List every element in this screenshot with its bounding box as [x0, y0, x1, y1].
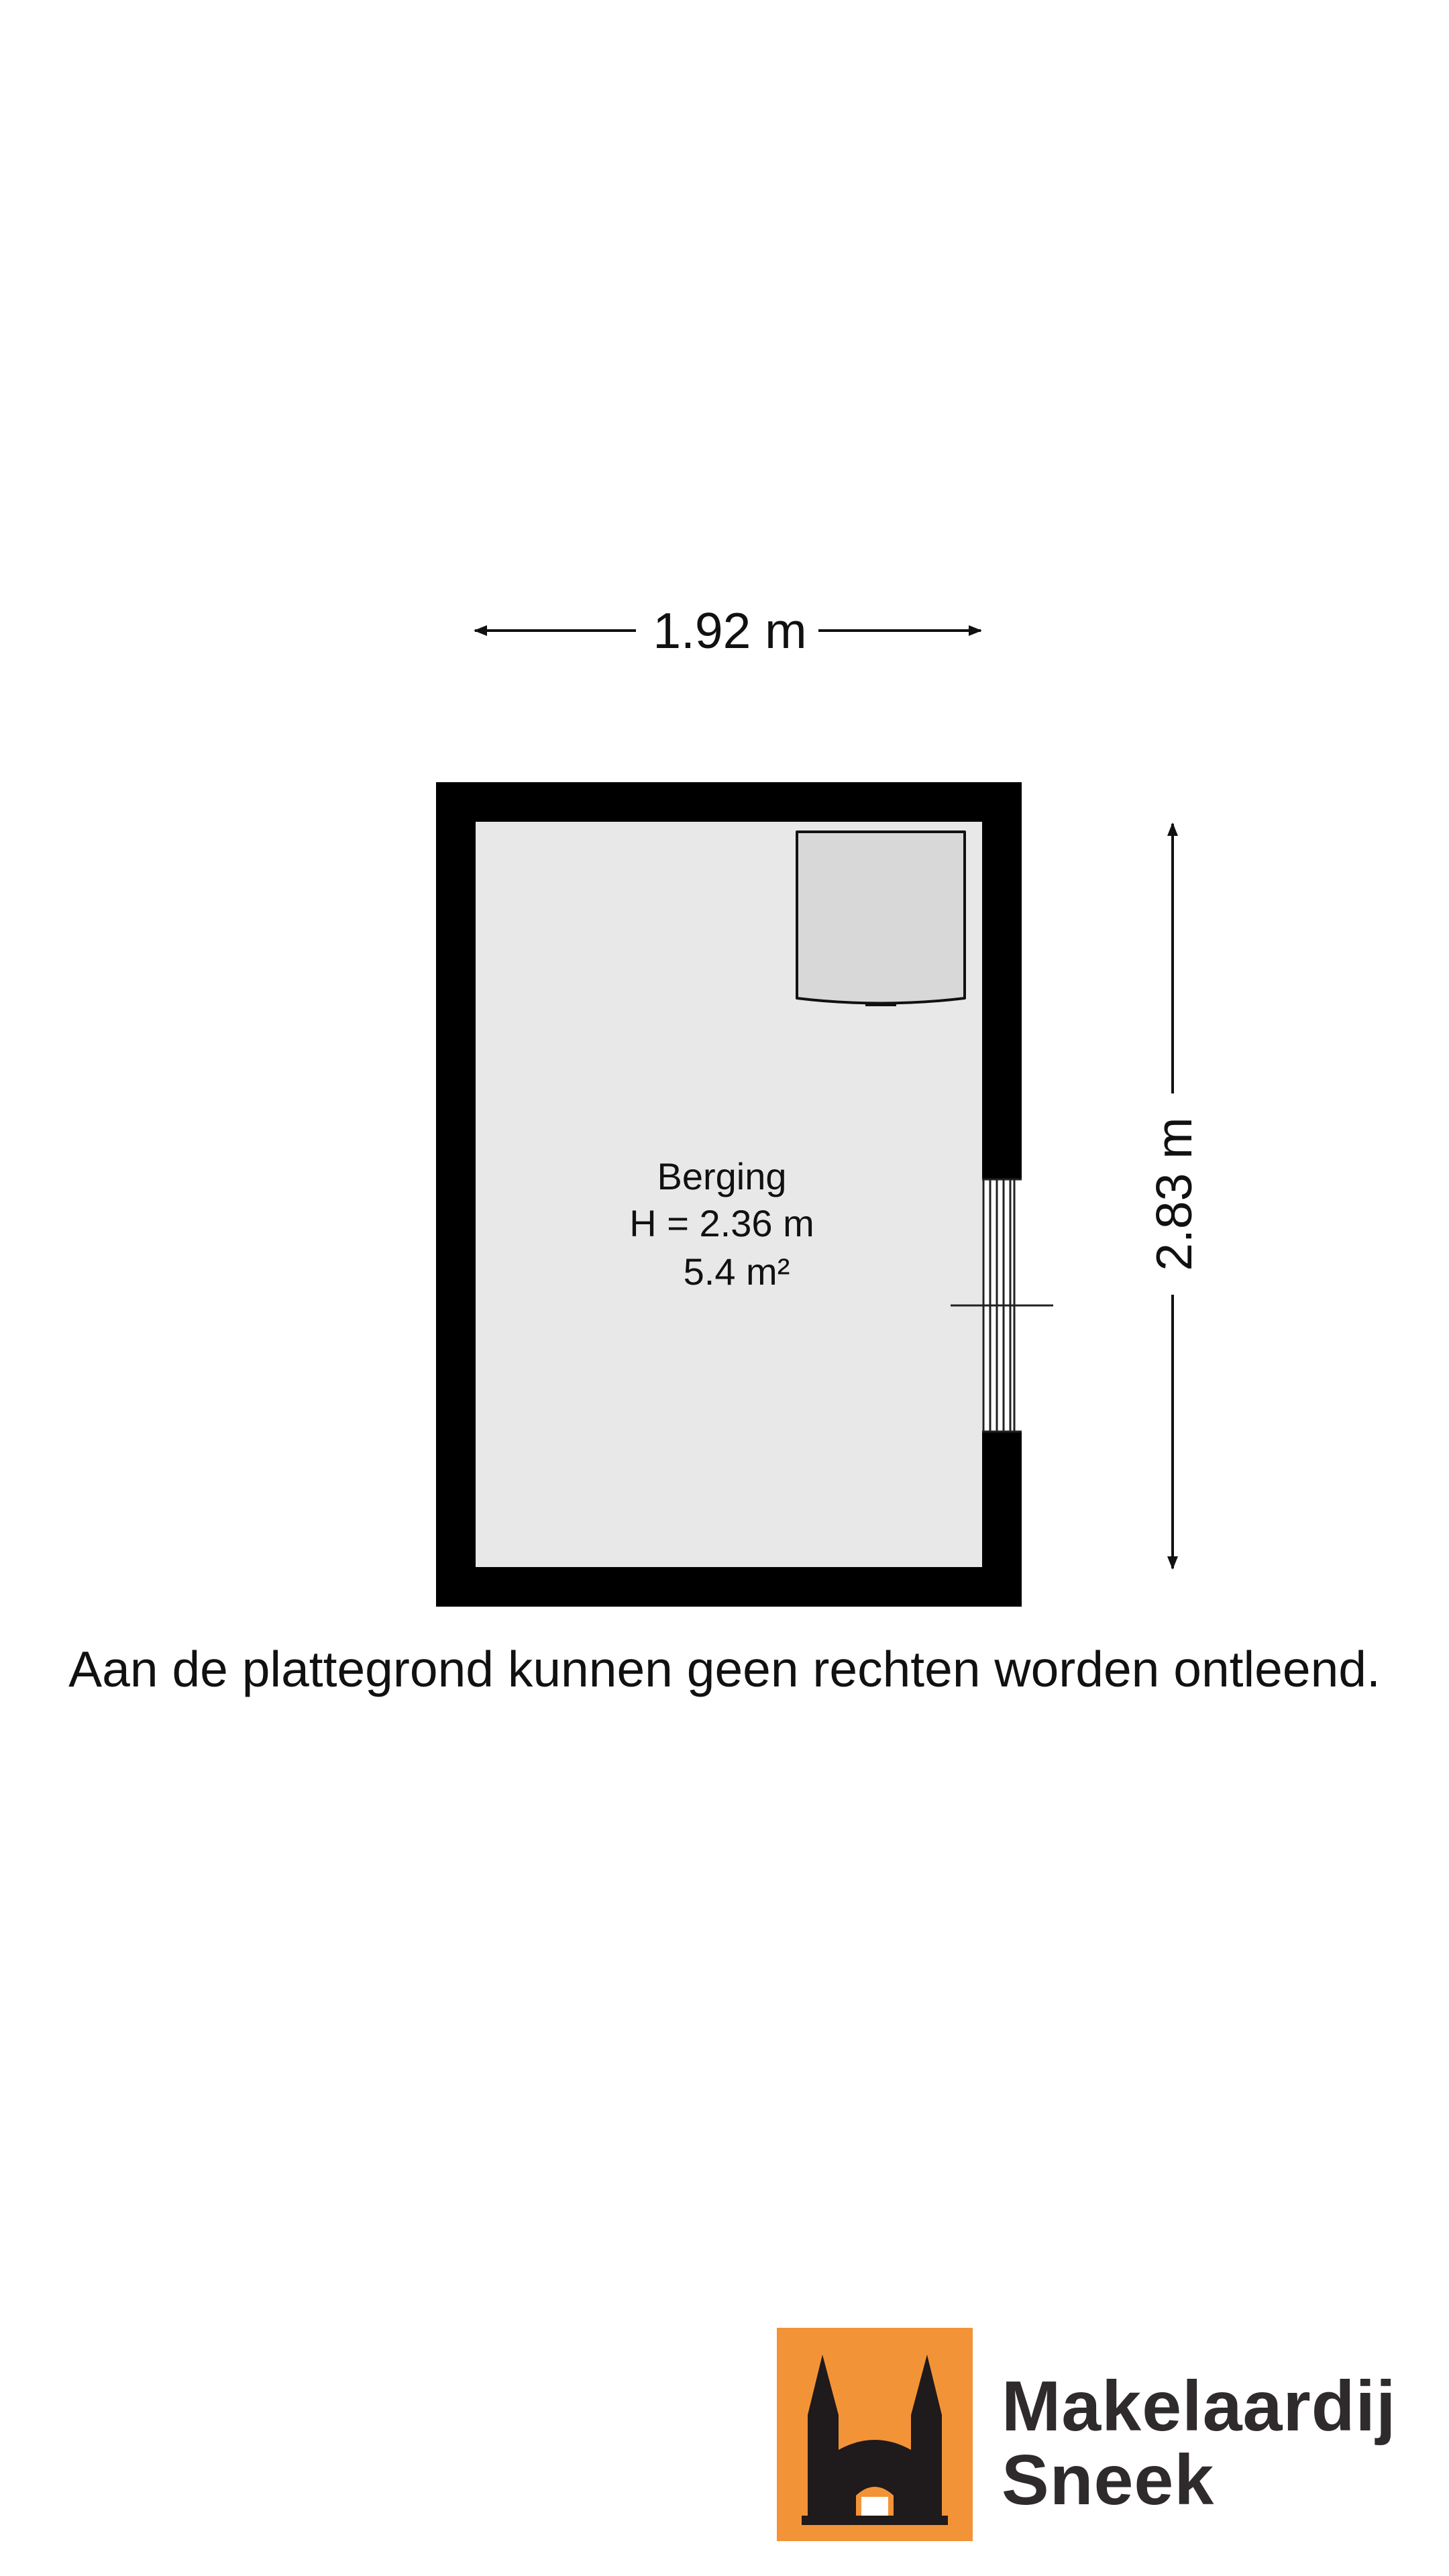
disclaimer-text: Aan de plattegrond kunnen geen rechten worden ontleend. [68, 1641, 1381, 1697]
room-name: Berging [657, 1155, 787, 1197]
appliance-fixture [797, 832, 965, 1004]
room-height: H = 2.36 m [629, 1202, 814, 1244]
width-dimension-label: 1.92 m [653, 602, 807, 659]
makelaardij-sneek-logo [777, 2328, 1401, 2541]
width-dimension [475, 602, 981, 659]
room-berging [436, 782, 1053, 1607]
height-dimension [1146, 824, 1202, 1568]
height-dimension-label: 2.83 m [1146, 1117, 1202, 1271]
church-towers-logo-icon [777, 2328, 973, 2541]
logo-text-makelaardij: Makelaardij [1002, 2367, 1397, 2446]
room-area: 5.4 m² [683, 1250, 790, 1293]
logo-text-sneek: Sneek [1002, 2440, 1215, 2520]
